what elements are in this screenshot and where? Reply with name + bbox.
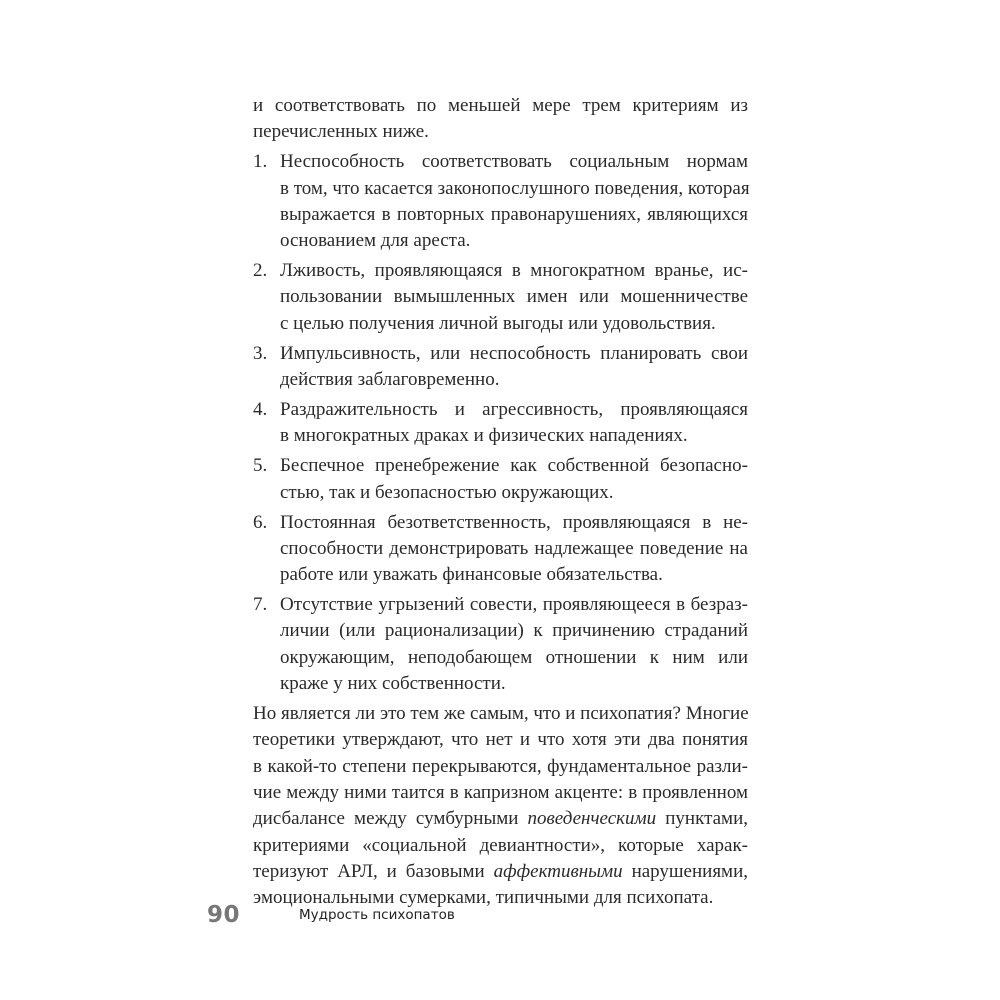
intro-paragraph bbox=[253, 93, 748, 146]
list-item-number: 6. bbox=[253, 511, 268, 533]
text-line: действия заблаговременно. bbox=[280, 369, 500, 391]
text-line: в том, что касается законопослушного поведения, которая bbox=[280, 177, 750, 199]
text-line: эмоциональными сумерками, типичными для психопата. bbox=[253, 887, 714, 909]
text-line bbox=[253, 859, 748, 885]
list-item-number: 5. bbox=[253, 455, 268, 477]
text-line: Но является ли это тем же самым, что и психопатия? Многие bbox=[253, 703, 749, 725]
text-segment: нарушениями, bbox=[622, 860, 748, 882]
list-item-number: 2. bbox=[253, 260, 268, 282]
text-line: пользовании вымышленных имен или мошенничестве bbox=[280, 286, 748, 308]
page-number: 90 bbox=[207, 902, 241, 928]
running-title: Мудрость психопатов bbox=[299, 907, 455, 923]
text-line: в многократных драках и физических нападениях. bbox=[280, 425, 688, 447]
text-line: Отсутствие угрызений совести, проявляющееся в безраз- bbox=[280, 594, 748, 616]
italic-emphasis: поведенческими bbox=[527, 808, 657, 830]
page-footer bbox=[207, 900, 455, 930]
text-line: и соответствовать по меньшей мере трем критериям из bbox=[253, 95, 748, 116]
list-item-number: 3. bbox=[253, 342, 268, 364]
text-line: способности демонстрировать надлежащее поведение на bbox=[280, 537, 748, 559]
text-line: основанием для ареста. bbox=[280, 230, 471, 252]
text-segment: пунктами, bbox=[656, 808, 748, 830]
list-item bbox=[253, 453, 748, 506]
body-paragraph bbox=[253, 701, 748, 911]
list-item-number: 4. bbox=[253, 399, 268, 421]
list-item bbox=[253, 510, 748, 589]
list-item bbox=[253, 397, 748, 450]
text-segment: дисбалансе между сумбурными bbox=[253, 808, 528, 830]
text-line: Лживость, проявляющаяся в многократном вранье, ис- bbox=[280, 260, 748, 282]
text-line: критериями «социальной девиантности», которые харак- bbox=[253, 834, 748, 856]
criteria-list bbox=[253, 149, 748, 697]
text-line: краже у них собственности. bbox=[280, 673, 506, 695]
text-line: Неспособность соответствовать социальным нормам bbox=[280, 151, 748, 173]
text-line: работе или уважать финансовые обязательства. bbox=[280, 564, 663, 586]
text-line: Импульсивность, или неспособность планировать свои bbox=[280, 342, 748, 364]
list-item-number: 1. bbox=[253, 151, 268, 173]
text-line: в какой-то степени перекрываются, фундаментальное разли- bbox=[253, 755, 748, 777]
page-body bbox=[253, 93, 748, 915]
italic-emphasis: аффективными bbox=[493, 860, 623, 882]
text-line: Беспечное пренебрежение как собственной безопасно- bbox=[280, 455, 748, 477]
text-line: стью, так и безопасностью окружающих. bbox=[280, 481, 614, 503]
text-line: Раздражительность и агрессивность, проявляющаяся bbox=[280, 399, 748, 421]
list-item bbox=[253, 341, 748, 394]
text-line bbox=[253, 806, 748, 832]
list-item bbox=[253, 258, 748, 337]
text-line: выражается в повторных правонарушениях, являющихся bbox=[280, 203, 748, 225]
text-line: окружающим, неподобающем отношении к ним или bbox=[280, 646, 748, 668]
list-item bbox=[253, 592, 748, 697]
text-line: Постоянная безответственность, проявляющаяся в не- bbox=[280, 511, 748, 533]
text-line: личии (или рационализации) к причинению страданий bbox=[280, 620, 748, 642]
list-item-number: 7. bbox=[253, 594, 268, 616]
list-item bbox=[253, 149, 748, 254]
text-line: теоретики утверждают, что нет и что хотя эти два понятия bbox=[253, 729, 748, 751]
text-segment: теризуют АРЛ, и базовыми bbox=[253, 860, 494, 882]
text-line: чие между ними таится в капризном акценте: в проявленном bbox=[253, 781, 748, 803]
text-line: с целью получения личной выгоды или удовольствия. bbox=[280, 312, 716, 334]
text-line: перечисленных ниже. bbox=[253, 121, 429, 143]
